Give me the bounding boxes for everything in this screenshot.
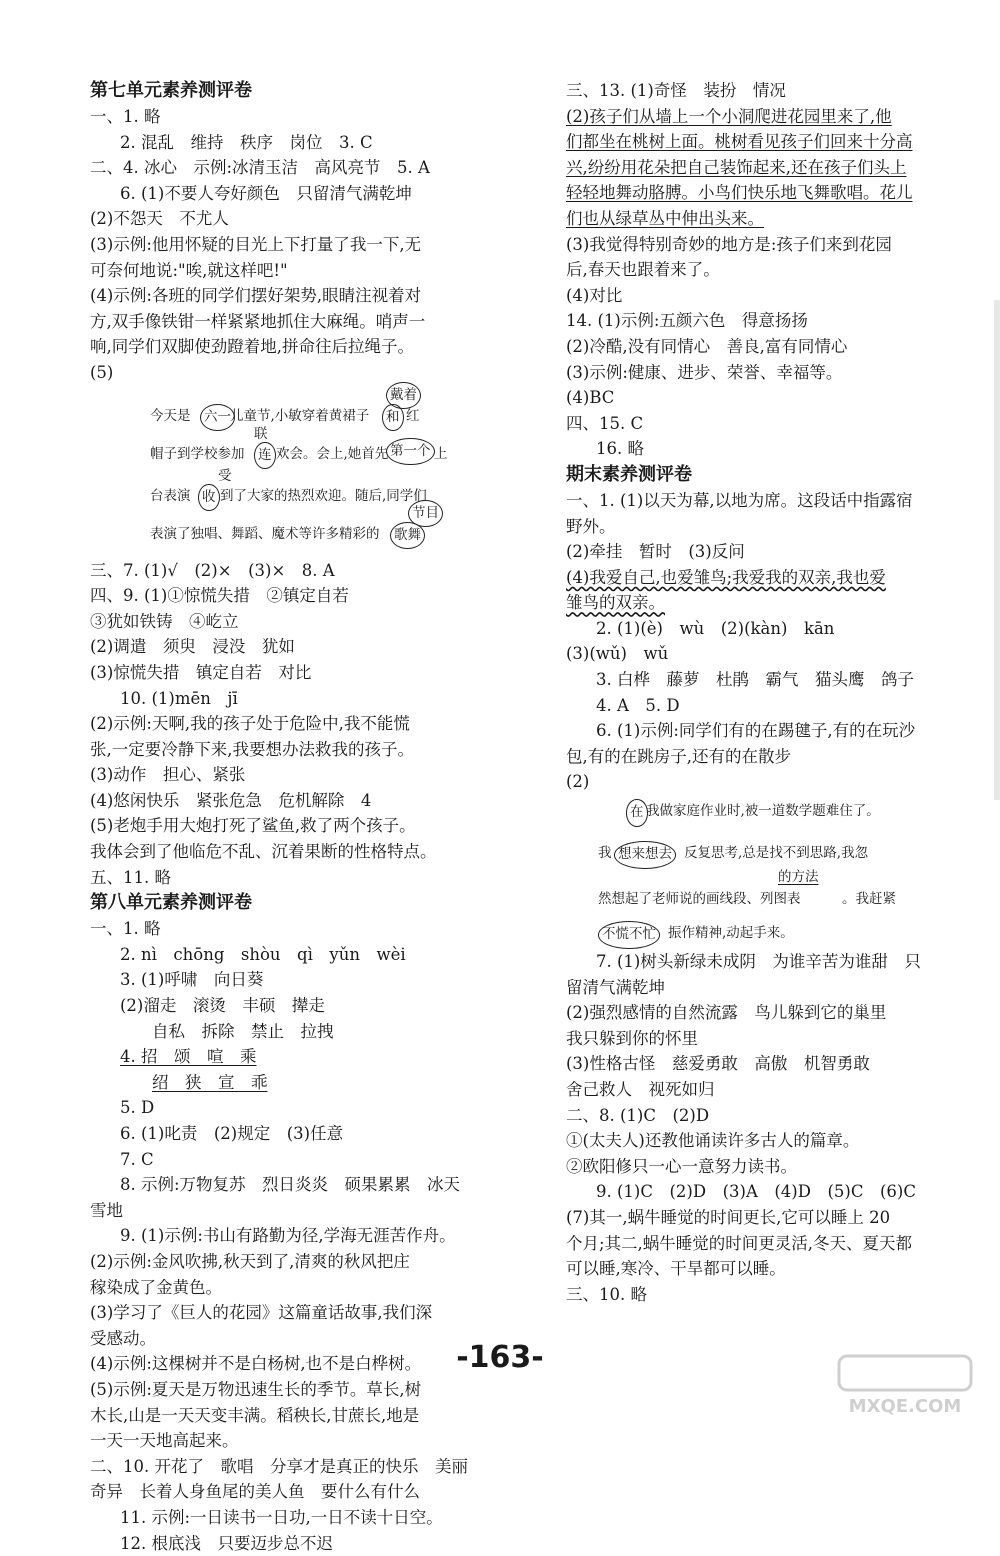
answer-line: 响,同学们双脚使劲蹬着地,拼命往后拉绳子。 <box>90 334 530 360</box>
answer-line: (4)示例:这棵树并不是白杨树,也不是白桦树。 <box>90 1351 530 1377</box>
answer-line: (2)示例:天啊,我的孩子处于危险中,我不能慌 <box>90 711 530 737</box>
answer-line: 奇异 长着人身鱼尾的美人鱼 要什么有什么 <box>90 1479 530 1505</box>
answer-line: 舍己救人 视死如归 <box>566 1077 946 1103</box>
answer-line: (3)学习了《巨人的花园》这篇童话故事,我们深 <box>90 1300 530 1326</box>
answer-line: 6. (1)不要人夸好颜色 只留清气满乾坤 <box>90 181 530 207</box>
answer-line: 四、15. C <box>566 411 946 437</box>
markup-text: 帽子到学校参加 <box>150 442 245 468</box>
answer-line: 包,有的在跳房子,还有的在散步 <box>566 744 946 770</box>
answer-line: 轻轻地舞动胳膊。小鸟们快乐地飞舞歌唱。花儿 <box>566 180 946 206</box>
markup-circled: 六一 <box>200 404 235 432</box>
markup-text: 表演了独唱、舞蹈、魔术等许多精彩的 <box>150 522 380 548</box>
markup-circled: 不慌不忙 <box>598 921 660 949</box>
answer-line: ②欧阳修只一心一意努力读书。 <box>566 1154 946 1180</box>
answer-line: 我体会到了他临危不乱、沉着果断的性格特点。 <box>90 839 530 865</box>
proofreading-markup-final <box>566 799 946 949</box>
final-exam-title: 期末素养测评卷 <box>566 462 946 488</box>
markup-circled: 第一个 <box>386 438 435 466</box>
answer-line: 自私 拆除 禁止 拉拽 <box>90 1019 530 1045</box>
markup-text: 。我赶紧 <box>842 887 896 913</box>
answer-line: (4)我爱自己,也爱雏鸟;我爱我的双亲,我也爱 <box>566 565 946 591</box>
markup-circled: 连 <box>254 442 276 470</box>
unit7-title: 第七单元素养测评卷 <box>90 78 530 104</box>
answer-line: 3. 白桦 藤萝 杜鹃 霸气 猫头鹰 鸽子 <box>566 667 946 693</box>
answer-line: 10. (1)mēn jī <box>90 686 530 712</box>
answer-line: (2)溜走 滚烫 丰硕 撵走 <box>90 993 530 1019</box>
answer-line: 二、10. 开花了 歌唱 分享才是真正的快乐 美丽 <box>90 1454 530 1480</box>
answer-line: 后,春天也跟着来了。 <box>566 257 946 283</box>
markup-insert: 受 <box>218 464 232 490</box>
answer-line: (3)性格古怪 慈爱勇敢 高傲 机智勇敢 <box>566 1051 946 1077</box>
answer-line: 6. (1)叱责 (2)规定 (3)任意 <box>90 1121 530 1147</box>
answer-line: 留清气满乾坤 <box>566 975 946 1001</box>
markup-insert: 联 <box>254 422 268 448</box>
answer-line: (3)(wǔ) wǔ <box>566 641 946 667</box>
answer-line: 张,一定要冷静下来,我要想办法救我的孩子。 <box>90 737 530 763</box>
answer-line: (2)示例:金风吹拂,秋天到了,清爽的秋风把庄 <box>90 1249 530 1275</box>
answer-line: 2. 混乱 维持 秩序 岗位 3. C <box>90 130 530 156</box>
answer-line: 个月;其二,蜗牛睡觉的时间更灵活,冬天、夏天都 <box>566 1231 946 1257</box>
markup-text: 我 <box>598 841 612 867</box>
markup-circled: 收 <box>198 484 220 512</box>
answer-line: 7. (1)树头新绿未成阴 为谁辛苦为谁甜 只 <box>566 949 946 975</box>
answer-line: (2)不怨天 不尤人 <box>90 206 530 232</box>
answer-line: 我只躲到你的怀里 <box>566 1026 946 1052</box>
answer-line: (2)强烈感情的自然流露 鸟儿躲到它的巢里 <box>566 1000 946 1026</box>
answer-line: 们都坐在桃树上面。桃树看见孩子们回来十分高 <box>566 129 946 155</box>
answer-line: 兴,纷纷用花朵把自己装饰起来,还在孩子们头上 <box>566 155 946 181</box>
watermark-text: MXQE.COM <box>849 1396 962 1417</box>
answer-line: (5)示例:夏天是万物迅速生长的季节。草长,树 <box>90 1377 530 1403</box>
answer-line: 五、11. 略 <box>90 865 530 891</box>
markup-circled: 歌舞 <box>390 522 425 550</box>
answer-line: (4)示例:各班的同学们摆好架势,眼睛注视着对 <box>90 283 530 309</box>
answer-line: 野外。 <box>566 514 946 540</box>
answer-line: 14. (1)示例:五颜六色 得意扬扬 <box>566 308 946 334</box>
markup-circled: 想来想去 <box>614 841 676 869</box>
answer-line: (2)调遣 须臾 浸没 犹如 <box>90 634 530 660</box>
answer-line: 三、10. 略 <box>566 1282 946 1308</box>
answer-line: (3)惊慌失措 镇定自若 对比 <box>90 660 530 686</box>
answer-line: (3)我觉得特别奇妙的地方是:孩子们来到花园 <box>566 232 946 258</box>
markup-text: 台表演 <box>150 484 191 510</box>
answer-line: 三、7. (1)√ (2)× (3)× 8. A <box>90 558 530 584</box>
page-number: -163- <box>0 1340 1000 1375</box>
answer-line: 方,双手像铁钳一样紧紧地抓住大麻绳。哨声一 <box>90 309 530 335</box>
answer-line: 一、1. (1)以天为幕,以地为席。这段话中指露宿 <box>566 488 946 514</box>
answer-line: (4)对比 <box>566 283 946 309</box>
answer-line: (3)动作 担心、紧张 <box>90 762 530 788</box>
answer-line: (2)牵挂 暂时 (3)反问 <box>566 539 946 565</box>
markup-text: 然想起了老师说的画线段、列图表 <box>598 887 801 913</box>
answer-line: 稼染成了金黄色。 <box>90 1275 530 1301</box>
answer-line: 绍 狭 宣 乖 <box>90 1070 530 1096</box>
answer-line: (2) <box>566 769 946 795</box>
answer-line: 三、13. (1)奇怪 装扮 情况 <box>566 78 946 104</box>
markup-text: 欢会。会上,她首先 <box>276 442 388 468</box>
answer-line: (7)其一,蜗牛睡觉的时间更长,它可以睡上 20 <box>566 1205 946 1231</box>
watermark-logo <box>835 1352 975 1418</box>
markup-insert: 戴着 <box>386 382 421 410</box>
answer-line: (2)孩子们从墙上一个小洞爬进花园里来了,他 <box>566 104 946 130</box>
answer-line: 一天一天地高起来。 <box>90 1428 530 1454</box>
markup-text: 儿童节,小敏穿着黄裙子 <box>230 404 369 430</box>
answer-line: ①(太夫人)还教他诵读许多古人的篇章。 <box>566 1128 946 1154</box>
answer-line: (3)示例:他用怀疑的目光上下打量了我一下,无 <box>90 232 530 258</box>
markup-text: 振作精神,动起手来。 <box>668 921 794 947</box>
answer-line: 雪地 <box>90 1198 530 1224</box>
markup-circled: 在 <box>626 799 648 827</box>
markup-text: 今天是 <box>150 404 191 430</box>
markup-text: 我做家庭作业时,被一道数学题难住了。 <box>646 799 880 825</box>
answer-line: 6. (1)示例:同学们有的在踢毽子,有的在玩沙 <box>566 718 946 744</box>
proofreading-markup <box>90 388 530 558</box>
answer-line: 木长,山是一天天变丰满。稻秧长,甘蔗长,地是 <box>90 1403 530 1429</box>
answer-line: 们也从绿草丛中伸出头来。 <box>566 206 946 232</box>
answer-line: 9. (1)C (2)D (3)A (4)D (5)C (6)C <box>566 1179 946 1205</box>
markup-text: 上 <box>434 442 448 468</box>
answer-line: 4. A 5. D <box>566 693 946 719</box>
answer-line: 可以睡,寒冷、干旱都可以睡。 <box>566 1256 946 1282</box>
answer-line: 一、1. 略 <box>90 916 530 942</box>
answer-line: 2. (1)(è) wù (2)(kàn) kān <box>566 616 946 642</box>
markup-text: 红 <box>406 404 420 430</box>
answer-line: 受感动。 <box>90 1326 530 1352</box>
answer-line: (5) <box>90 360 530 386</box>
markup-circled: 和 <box>382 404 404 432</box>
answer-line: 可奈何地说:"唉,就这样吧!" <box>90 258 530 284</box>
answer-line: 9. (1)示例:书山有路勤为径,学海无涯苦作舟。 <box>90 1223 530 1249</box>
left-column <box>90 78 530 1556</box>
answer-line: 3. (1)呼啸 向日葵 <box>90 967 530 993</box>
right-column <box>566 78 946 1307</box>
answer-line: (4)BC <box>566 385 946 411</box>
answer-line: 16. 略 <box>566 436 946 462</box>
answer-line: 2. nì chōng shòu qì yǔn wèi <box>90 942 530 968</box>
answer-line: 7. C <box>90 1147 530 1173</box>
answer-line: ③犹如铁铸 ④屹立 <box>90 609 530 635</box>
markup-insert: 节目 <box>408 500 443 528</box>
answer-line: 二、4. 冰心 示例:冰清玉洁 高风亮节 5. A <box>90 155 530 181</box>
answer-line: (4)悠闲快乐 紧张危急 危机解除 4 <box>90 788 530 814</box>
answer-line: 8. 示例:万物复苏 烈日炎炎 硕果累累 冰天 <box>90 1172 530 1198</box>
markup-insert: 的方法 <box>778 865 819 891</box>
answer-line: 11. 示例:一日读书一日功,一日不读十日空。 <box>90 1505 530 1531</box>
answer-line: (2)冷酷,没有同情心 善良,富有同情心 <box>566 334 946 360</box>
answer-line: (5)老炮手用大炮打死了鲨鱼,救了两个孩子。 <box>90 813 530 839</box>
answer-line: 二、8. (1)C (2)D <box>566 1103 946 1129</box>
unit8-title: 第八单元素养测评卷 <box>90 890 530 916</box>
markup-text: 反复思考,总是找不到思路,我忽 <box>684 841 868 867</box>
answer-line: 雏鸟的双亲。 <box>566 590 946 616</box>
answer-line: 4. 招 颂 喧 乘 <box>90 1044 530 1070</box>
page-edge-shadow <box>994 300 1000 800</box>
answer-line: 12. 根底浅 只要迈步总不迟 <box>90 1531 530 1556</box>
answer-line: 四、9. (1)①惊慌失措 ②镇定自若 <box>90 583 530 609</box>
markup-text: 到了大家的热烈欢迎。随后,同学们 <box>220 484 427 510</box>
answer-line: (3)示例:健康、进步、荣誉、幸福等。 <box>566 360 946 386</box>
answer-line: 一、1. 略 <box>90 104 530 130</box>
answer-line: 5. D <box>90 1095 530 1121</box>
